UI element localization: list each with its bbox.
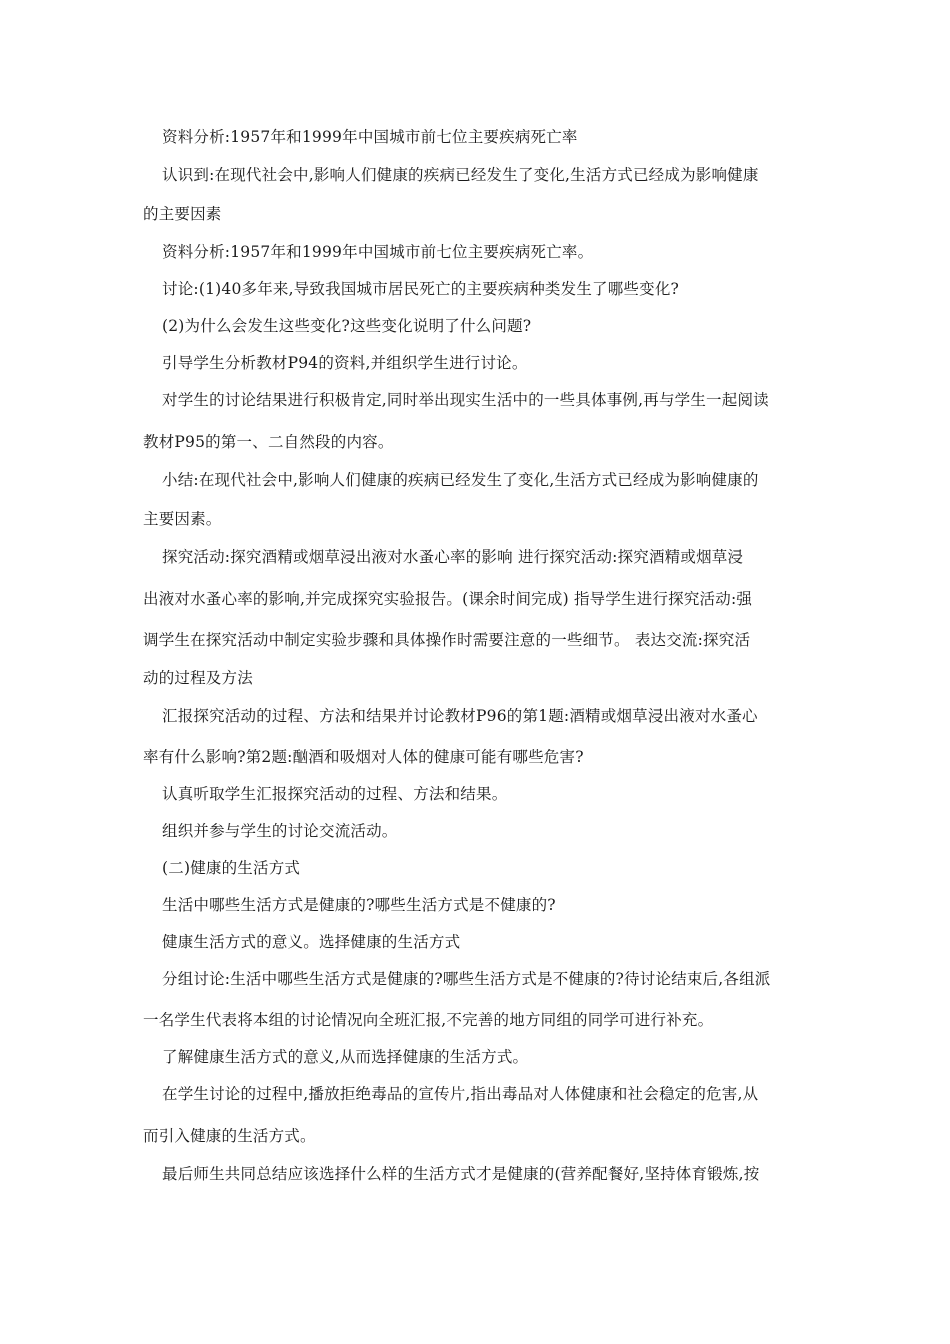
- text-line: (二)健康的生活方式: [162, 859, 301, 877]
- text-line: 调学生在探究活动中制定实验步骤和具体操作时需要注意的一些细节。 表达交流:探究活: [143, 631, 751, 649]
- text-line: 小结:在现代社会中,影响人们健康的疾病已经发生了变化,生活方式已经成为影响健康的: [162, 471, 759, 489]
- text-line: 主要因素。: [143, 510, 222, 528]
- text-line: 一名学生代表将本组的讨论情况向全班汇报,不完善的地方同组的同学可进行补充。: [143, 1011, 714, 1029]
- text-line: 在学生讨论的过程中,播放拒绝毒品的宣传片,指出毒品对人体健康和社会稳定的危害,从: [162, 1085, 759, 1103]
- text-line: 引导学生分析教材P94的资料,并组织学生进行讨论。: [162, 354, 528, 372]
- text-line: 教材P95的第一、二自然段的内容。: [143, 433, 394, 451]
- text-line: 出液对水蚤心率的影响,并完成探究实验报告。(课余时间完成) 指导学生进行探究活动:强: [143, 590, 753, 608]
- text-line: 健康生活方式的意义。选择健康的生活方式: [162, 933, 461, 951]
- text-line: 而引入健康的生活方式。: [143, 1127, 316, 1145]
- text-line: 了解健康生活方式的意义,从而选择健康的生活方式。: [162, 1048, 529, 1066]
- text-line: 探究活动:探究酒精或烟草浸出液对水蚤心率的影响 进行探究活动:探究酒精或烟草浸: [162, 548, 744, 566]
- text-line: (2)为什么会发生这些变化?这些变化说明了什么问题?: [162, 317, 532, 335]
- text-line: 最后师生共同总结应该选择什么样的生活方式才是健康的(营养配餐好,坚持体育锻炼,按: [162, 1165, 760, 1183]
- text-line: 分组讨论:生活中哪些生活方式是健康的?哪些生活方式是不健康的?待讨论结束后,各组派: [162, 970, 771, 988]
- text-line: 率有什么影响?第2题:酗酒和吸烟对人体的健康可能有哪些危害?: [143, 748, 584, 766]
- text-line: 汇报探究活动的过程、方法和结果并讨论教材P96的第1题:酒精或烟草浸出液对水蚤心: [162, 707, 758, 725]
- text-line: 生活中哪些生活方式是健康的?哪些生活方式是不健康的?: [162, 896, 556, 914]
- text-line: 资料分析:1957年和1999年中国城市前七位主要疾病死亡率: [162, 128, 578, 146]
- text-line: 讨论:(1)40多年来,导致我国城市居民死亡的主要疾病种类发生了哪些变化?: [162, 280, 680, 298]
- text-line: 认真听取学生汇报探究活动的过程、方法和结果。: [162, 785, 508, 803]
- text-line: 资料分析:1957年和1999年中国城市前七位主要疾病死亡率。: [162, 243, 594, 261]
- text-line: 动的过程及方法: [143, 669, 253, 687]
- text-line: 认识到:在现代社会中,影响人们健康的疾病已经发生了变化,生活方式已经成为影响健康: [162, 166, 759, 184]
- text-line: 对学生的讨论结果进行积极肯定,同时举出现实生活中的一些具体事例,再与学生一起阅读: [162, 391, 769, 409]
- text-line: 组织并参与学生的讨论交流活动。: [162, 822, 398, 840]
- text-line: 的主要因素: [143, 205, 222, 223]
